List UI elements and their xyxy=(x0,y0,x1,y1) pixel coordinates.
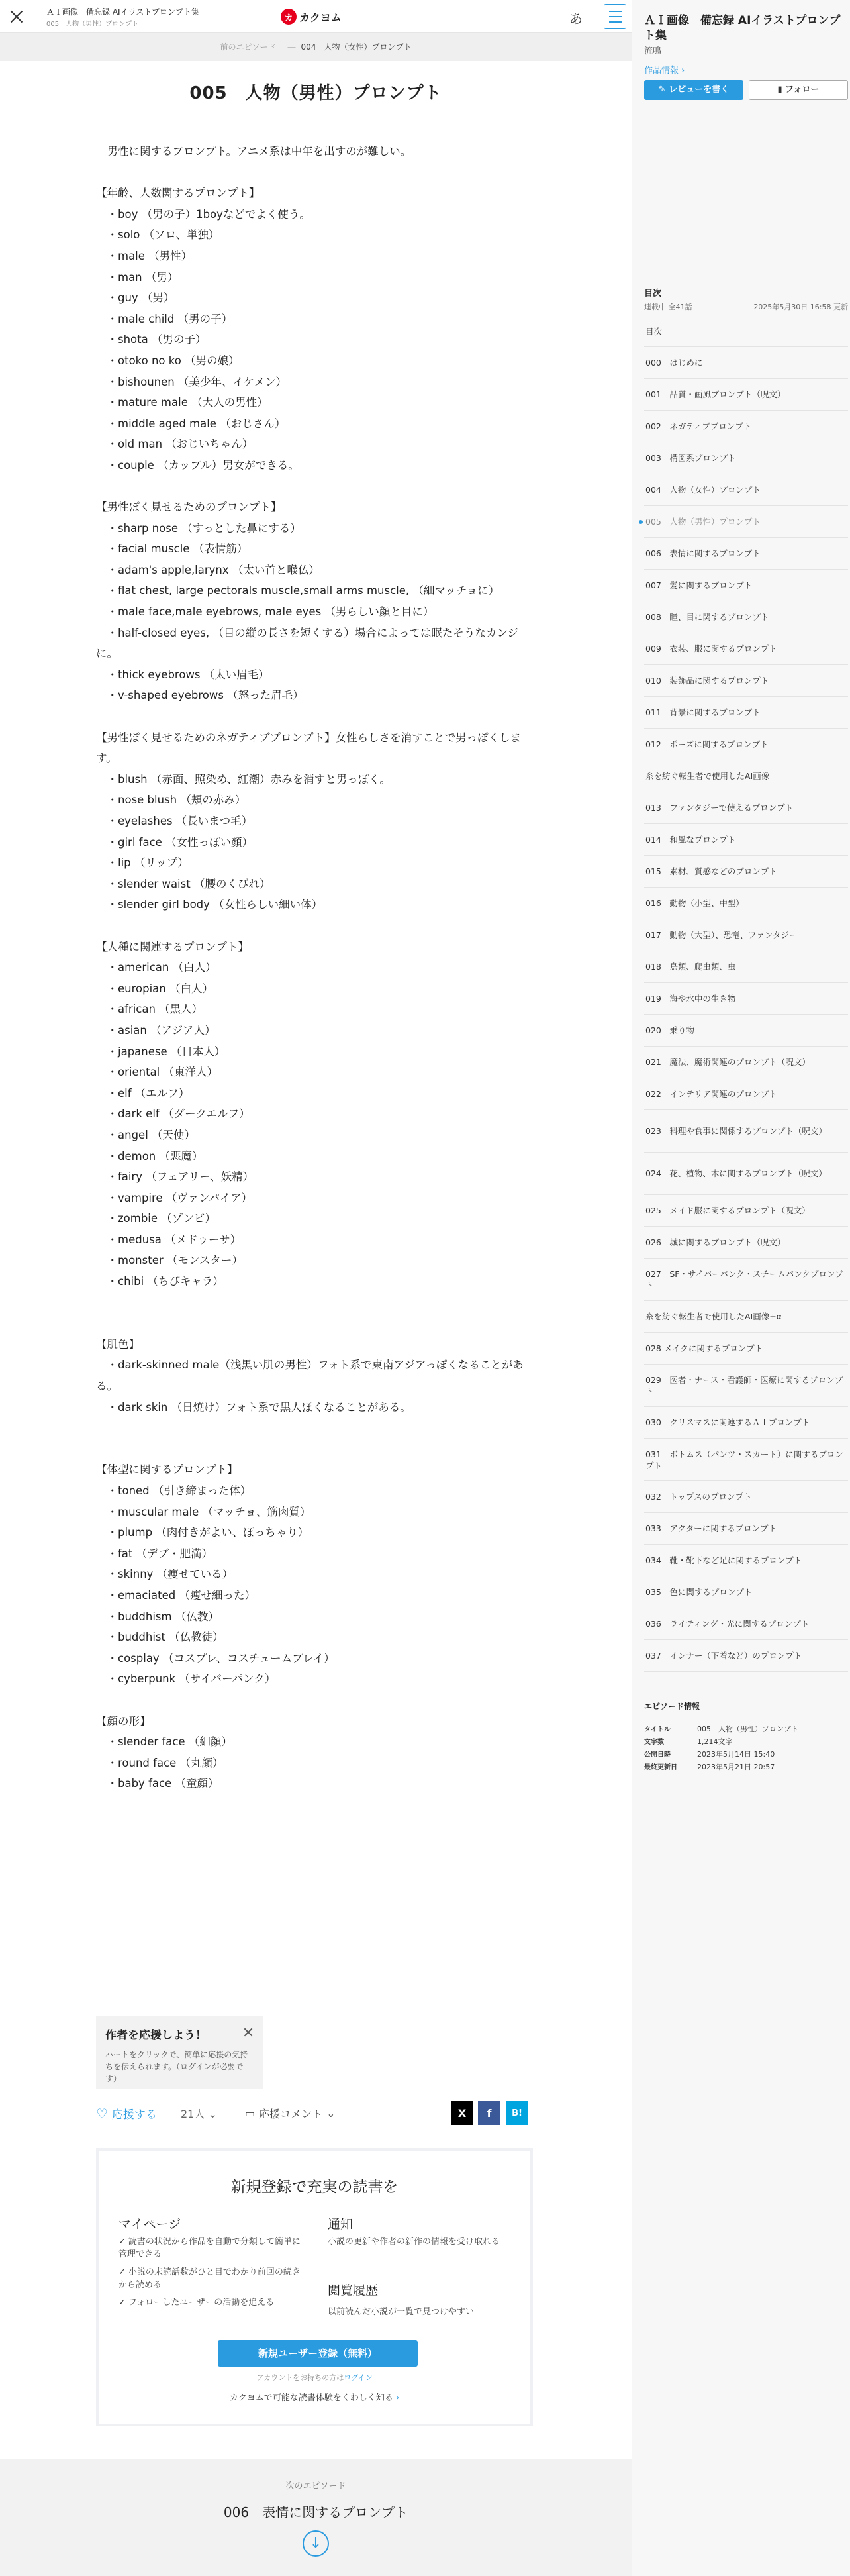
toc-item[interactable] xyxy=(644,1110,848,1153)
toc-item-label: 糸を紡ぐ転生者で使用したAI画像 xyxy=(645,771,770,781)
toc-item-label: 033 アクターに関するプロンプト xyxy=(645,1523,777,1533)
toc-item-label: 012 ポーズに関するプロンプト xyxy=(645,739,769,749)
body-line: ・male （男性） xyxy=(96,249,193,262)
episode-info-key: タイトル xyxy=(644,1726,671,1733)
episode-info-row xyxy=(644,1736,848,1749)
follow-button[interactable] xyxy=(749,80,848,100)
kakuyomu-logo[interactable] xyxy=(281,9,342,25)
toc-item-label: 032 トップスのプロンプト xyxy=(645,1492,752,1502)
toc-item[interactable] xyxy=(644,601,848,633)
body-line: ・bishounen （美少年、イケメン） xyxy=(96,375,287,388)
login-line xyxy=(99,2372,530,2383)
body-line: ・plump （肉付きがよい、ぽっちゃり） xyxy=(96,1526,309,1539)
body-line: 【顔の形】 xyxy=(96,1714,151,1727)
body-line: ・blush （赤面、照染め、紅潮）赤みを消すと男っぽく。 xyxy=(96,772,391,786)
body-line: ・african （黒人） xyxy=(96,1003,203,1016)
toc-item-label: 015 素材、質感などのプロンプト xyxy=(645,866,777,876)
toc-item-label: 031 ボトムス（パンツ・スカート）に関するプロンプト xyxy=(645,1449,843,1470)
cheer-description: ハートをクリックで、簡単に応援の気持ちを伝えられます。（ログインが必要です） xyxy=(105,2050,248,2083)
toc-item-label: 糸を紡ぐ転生者で使用したAI画像+α xyxy=(645,1312,782,1321)
toc-item[interactable] xyxy=(644,442,848,474)
close-icon[interactable] xyxy=(8,8,25,25)
toc-item[interactable] xyxy=(644,792,848,824)
history-desc: 以前読んだ小説が一覧で見つけやすい xyxy=(328,2307,475,2317)
toc-item[interactable] xyxy=(644,888,848,919)
share-hatena-button[interactable]: B! xyxy=(506,2101,528,2125)
header-episode-title: 005 人物（男性）プロンプト xyxy=(46,21,139,28)
toc-meta xyxy=(644,301,848,312)
toc-item[interactable] xyxy=(644,665,848,697)
toc-item[interactable] xyxy=(644,1015,848,1047)
body-line: ・girl face （女性っぽい顔） xyxy=(96,835,254,849)
episode-heading: 005 人物（男性）プロンプト xyxy=(189,83,442,103)
signup-panel xyxy=(96,2148,533,2426)
learn-more-text: カクヨムで可能な読書体験をくわしく知る xyxy=(229,2393,393,2403)
toc-item-label: 030 クリスマスに関連するＡＩプロンプト xyxy=(645,1417,810,1427)
toc-item[interactable] xyxy=(644,1640,848,1672)
body-line: ・solo （ソロ、単独） xyxy=(96,229,220,242)
toc-item-label: 034 靴・靴下など足に関するプロンプト xyxy=(645,1555,802,1565)
header-work-title[interactable]: ＡＩ画像 備忘録 AIイラストプロンプト集 xyxy=(46,7,199,17)
toc-item[interactable] xyxy=(644,1153,848,1195)
body-line: 【男性ぽく見せるためのプロンプト】 xyxy=(96,501,282,514)
toc-item-label: 017 動物（大型）、恐竜、ファンタジー xyxy=(645,930,798,940)
toc-item[interactable] xyxy=(644,474,848,506)
body-line: ・man （男） xyxy=(96,270,179,283)
body-line: ・facial muscle （表情筋） xyxy=(96,542,248,556)
body-line: ・europian （白人） xyxy=(96,982,213,995)
body-line: ・half-closed eyes, （目の縦の長さを短くする）場合によっては眠たそうなカンジに。 xyxy=(96,626,518,660)
body-line: ・zombie （ゾンビ） xyxy=(96,1212,216,1225)
cheer-count[interactable] xyxy=(181,2106,217,2121)
comment-icon: ▭ xyxy=(245,2107,256,2120)
write-review-label: レビューを書く xyxy=(669,85,730,95)
episode-info-heading: エピソード情報 xyxy=(644,1702,700,1711)
toc-item[interactable] xyxy=(644,1195,848,1227)
body-line: ・demon （悪魔） xyxy=(96,1149,203,1162)
prev-episode-label: 前のエピソード xyxy=(220,42,276,52)
toc-item-label: 011 背景に関するプロンプト xyxy=(645,707,761,717)
body-line: 【体型に関するプロンプト】 xyxy=(96,1463,238,1476)
toc-item[interactable] xyxy=(644,1439,848,1481)
toc-item[interactable] xyxy=(644,538,848,570)
cheer-popup xyxy=(96,2016,263,2089)
body-line: ・boy （男の子）1boyなどでよく使う。 xyxy=(96,207,310,221)
body-line: 【年齢、人数関するプロンプト】 xyxy=(96,187,260,200)
body-line: ・vampire （ヴァンパイア） xyxy=(96,1191,253,1204)
body-line xyxy=(96,915,533,937)
pencil-icon: ✎ xyxy=(658,85,666,95)
body-line xyxy=(96,1292,533,1314)
work-info-link-text: 作品情報 xyxy=(644,66,679,76)
signup-title: 新規登録で充実の読書を xyxy=(230,2179,399,2196)
toc-item-label: 007 髪に関するプロンプト xyxy=(645,580,753,590)
toc-item-label: 003 構図系プロンプト xyxy=(645,453,736,463)
body-line: ・baby face （童顔） xyxy=(96,1777,219,1790)
cheer-count-value: 21人 xyxy=(181,2108,205,2120)
toc-item-label: 029 医者・ナース・看護師・医療に関するプロンプト xyxy=(645,1374,843,1396)
toc-item-label: 000 はじめに xyxy=(645,358,703,368)
mypage-title: マイページ xyxy=(118,2217,181,2232)
cheer-button-label: 応援する xyxy=(111,2108,157,2122)
body-line: ・middle aged male （おじさん） xyxy=(96,417,286,430)
body-line: ・fat （デブ・肥満） xyxy=(96,1547,213,1560)
toc-list xyxy=(644,317,848,1672)
toc-item[interactable] xyxy=(644,317,848,347)
toc-status: 連載中 全41話 xyxy=(644,303,692,311)
notice-title: 通知 xyxy=(328,2217,354,2232)
body-line: ・eyelashes （長いまつ毛） xyxy=(96,815,253,827)
next-episode-label: 次のエピソード xyxy=(285,2481,346,2491)
check-icon: ✓ xyxy=(118,2298,126,2308)
toc-item-label: 002 ネガティブプロンプト xyxy=(645,421,752,431)
toc-item[interactable] xyxy=(644,1333,848,1365)
toc-item-label: 001 品質・画風プロンプト（呪文） xyxy=(645,389,786,399)
signup-button[interactable]: 新規ユーザー登録（無料） xyxy=(218,2340,418,2367)
toc-item-label: 004 人物（女性）プロンプト xyxy=(645,485,761,495)
body-line: ・chibi （ちびキャラ） xyxy=(96,1275,224,1288)
body-line xyxy=(96,162,533,183)
learn-more-link[interactable] xyxy=(99,2391,530,2403)
toc-item[interactable] xyxy=(644,1608,848,1640)
body-line: ・flat chest, large pectorals muscle,small arms muscle, （細マッチョに） xyxy=(96,584,500,597)
episode-body xyxy=(96,141,533,1794)
body-line: ・skinny （痩せている） xyxy=(96,1568,234,1581)
toc-item-label: 018 鳥類、爬虫類、虫 xyxy=(645,962,736,972)
episode-info-key: 文字数 xyxy=(644,1739,664,1746)
body-line: 【肌色】 xyxy=(96,1337,140,1351)
heart-icon: ♡ xyxy=(96,2105,108,2122)
check-icon: ✓ xyxy=(118,2267,126,2277)
work-info-link[interactable] xyxy=(644,63,685,76)
episode-info-value: 2023年5月21日 20:57 xyxy=(697,1763,775,1771)
toc-item-label: 019 海や水中の生き物 xyxy=(645,994,736,1004)
chevron-right-icon: › xyxy=(395,2393,400,2403)
font-settings-button[interactable]: あ xyxy=(569,11,583,26)
body-line xyxy=(96,1313,533,1334)
toc-item-label: 036 ライティング・光に関するプロンプト xyxy=(645,1619,810,1629)
bookmark-icon: ▮ xyxy=(777,85,782,95)
body-line xyxy=(96,1439,533,1460)
sidebar-author[interactable]: 流鳴 xyxy=(644,46,662,56)
body-line: ・slender waist （腰のくびれ） xyxy=(96,877,271,890)
episode-info-key: 最終更新日 xyxy=(644,1764,677,1771)
toc-item[interactable] xyxy=(644,1513,848,1545)
sidebar-work-title[interactable]: ＡＩ画像 備忘録 AIイラストプロンプト集 xyxy=(644,14,841,42)
mypage-item xyxy=(118,2236,307,2261)
toc-item[interactable] xyxy=(644,760,848,792)
mypage-item-text: フォローしたユーザーの活動を追える xyxy=(128,2298,275,2308)
mypage-item-text: 読書の状況から作品を自動で分類して簡単に管理できる xyxy=(118,2237,301,2259)
body-line: ・dark elf （ダークエルフ） xyxy=(96,1108,250,1121)
body-line: 【男性ぽく見せるためのネガティブプロンプト】女性らしさを消すことで男っぽくします。 xyxy=(96,731,522,765)
body-line xyxy=(96,1417,533,1439)
toc-item-label: 014 和風なプロンプト xyxy=(645,835,736,845)
toc-item[interactable] xyxy=(644,1365,848,1407)
body-line: ・guy （男） xyxy=(96,291,175,305)
toc-item[interactable] xyxy=(644,1407,848,1439)
login-text: アカウントをお持ちの方は xyxy=(256,2373,344,2382)
body-line: ・japanese （日本人） xyxy=(96,1045,226,1058)
toc-updated: 2025年5月30日 16:58 更新 xyxy=(753,303,848,311)
separator: ― xyxy=(287,42,296,52)
body-line: ・cyberpunk （サイバーパンク） xyxy=(96,1673,276,1686)
history-title: 閲覧履歴 xyxy=(328,2283,379,2298)
prev-episode-nav[interactable] xyxy=(0,33,632,61)
toc-item-label: 009 衣装、服に関するプロンプト xyxy=(645,644,777,654)
body-line: ・lip （リップ） xyxy=(96,856,189,870)
arrow-down-icon[interactable]: ↓ xyxy=(303,2530,329,2557)
toc-item-label: 目次 xyxy=(645,327,663,336)
toc-item[interactable] xyxy=(644,1301,848,1333)
body-line: ・thick eyebrows （太い眉毛） xyxy=(96,668,269,681)
share-facebook-button[interactable]: f xyxy=(478,2101,500,2125)
toc-item[interactable] xyxy=(644,951,848,983)
toc-item[interactable] xyxy=(644,729,848,760)
body-line: ・cosplay （コスプレ、コスチュームプレイ） xyxy=(96,1651,335,1665)
comment-button[interactable] xyxy=(245,2106,336,2121)
episode-info-row xyxy=(644,1761,848,1774)
toc-item[interactable] xyxy=(644,697,848,729)
toc-item[interactable] xyxy=(644,506,848,538)
body-line: ・dark skin （日焼け）フォト系で黒人ぽくなることがある。 xyxy=(96,1400,411,1414)
body-line: ・male face,male eyebrows, male eyes （男らしい顔と目に） xyxy=(96,605,434,619)
toc-item[interactable] xyxy=(644,983,848,1015)
mypage-item xyxy=(118,2266,307,2291)
toc-item[interactable] xyxy=(644,919,848,951)
body-line xyxy=(96,476,533,497)
logo-mark: カ xyxy=(281,9,297,25)
toc-icon[interactable] xyxy=(604,4,626,29)
body-line: ・emaciated （痩せ細った） xyxy=(96,1588,256,1602)
body-line xyxy=(96,1690,533,1711)
toc-item[interactable] xyxy=(644,1576,848,1608)
body-line: ・round face （丸顔） xyxy=(96,1756,224,1769)
toc-item[interactable] xyxy=(644,411,848,442)
close-icon[interactable] xyxy=(243,2027,254,2037)
body-line: ・dark-skinned male（浅黒い肌の男性）フォト系で東南アジアっぽくなることがある。 xyxy=(96,1359,524,1393)
body-line: ・old man （おじいちゃん） xyxy=(96,438,254,451)
body-line: ・otoko no ko （男の娘） xyxy=(96,354,240,367)
body-line: ・buddhist （仏教徒） xyxy=(96,1631,224,1644)
prev-episode-title[interactable]: 004 人物（女性）プロンプト xyxy=(301,42,412,52)
toc-item[interactable] xyxy=(644,856,848,888)
toc-item-label: 037 インナー（下着など）のプロンプト xyxy=(645,1651,802,1661)
body-line: 男性に関するプロンプト。アニメ系は中年を出すのが難しい。 xyxy=(96,145,412,158)
share-x-button[interactable]: X xyxy=(451,2101,473,2125)
episode-info-value: 005 人物（男性）プロンプト xyxy=(697,1725,798,1733)
toc-item[interactable] xyxy=(644,1481,848,1513)
chevron-down-icon: ⌄ xyxy=(208,2108,217,2120)
toc-item-label: 024 花、植物、木に関するプロンプト（呪文） xyxy=(645,1168,827,1178)
body-line: ・monster （モンスター） xyxy=(96,1254,243,1267)
body-line xyxy=(96,706,533,727)
mypage-item-text: 小説の未読話数がひと目でわかり前回の続きから読める xyxy=(118,2267,301,2290)
toc-item-label: 027 SF・サイバーパンク・スチームパンクプロンプト xyxy=(645,1268,843,1290)
body-line: ・muscular male （マッチョ、筋肉質） xyxy=(96,1505,311,1518)
toc-item-label: 026 城に関するプロンプト（呪文） xyxy=(645,1237,786,1247)
toc-item-label: 013 ファンタジーで使えるプロンプト xyxy=(645,803,794,813)
toc-item[interactable] xyxy=(644,1545,848,1576)
check-icon: ✓ xyxy=(118,2237,126,2247)
body-line: ・toned （引き締まった体） xyxy=(96,1484,252,1497)
body-line: ・medusa （メドゥーサ） xyxy=(96,1233,242,1246)
episode-info-row xyxy=(644,1724,848,1736)
toc-item-label: 005 人物（男性）プロンプト xyxy=(645,517,761,527)
toc-item-label: 021 魔法、魔術関連のプロンプト（呪文） xyxy=(645,1057,810,1067)
toc-item-label: 016 動物（小型、中型） xyxy=(645,898,744,908)
toc-item[interactable] xyxy=(644,1227,848,1259)
body-line: ・slender face （細顔） xyxy=(96,1735,232,1749)
toc-item[interactable] xyxy=(644,824,848,856)
toc-item-label: 022 インテリア関連のプロンプト xyxy=(645,1089,777,1099)
episode-info-value: 2023年5月14日 15:40 xyxy=(697,1750,775,1759)
toc-item[interactable] xyxy=(644,1078,848,1110)
body-line: ・sharp nose （すっとした鼻にする） xyxy=(96,521,301,535)
episode-info-row xyxy=(644,1749,848,1761)
logo-text: カクヨム xyxy=(299,11,342,24)
cheer-title: 作者を応援しよう！ xyxy=(105,2029,207,2042)
toc-heading: 目次 xyxy=(644,289,662,299)
body-line: ・elf （エルフ） xyxy=(96,1086,190,1100)
episode-info-value: 1,214文字 xyxy=(697,1737,733,1746)
toc-item[interactable] xyxy=(644,1259,848,1301)
toc-item-label: 028 メイクに関するプロンプト xyxy=(645,1343,763,1353)
toc-item[interactable] xyxy=(644,570,848,601)
body-line: ・fairy （フェアリー、妖精） xyxy=(96,1170,254,1184)
action-row xyxy=(96,2101,533,2128)
write-review-button[interactable] xyxy=(644,80,743,100)
follow-label: フォロー xyxy=(785,85,820,95)
current-marker-icon xyxy=(639,520,643,524)
body-line: ・mature male （大人の男性） xyxy=(96,396,268,409)
body-line: ・male child （男の子） xyxy=(96,312,233,325)
toc-item-label: 020 乗り物 xyxy=(645,1025,694,1035)
body-line: ・slender girl body （女性らしい細い体） xyxy=(96,898,323,911)
toc-item-label: 008 瞳、目に関するプロンプト xyxy=(645,612,769,622)
body-line: ・asian （アジア人） xyxy=(96,1023,216,1037)
chevron-right-icon: › xyxy=(681,66,685,76)
toc-item-label: 010 装飾品に関するプロンプト xyxy=(645,676,769,686)
cheer-button[interactable] xyxy=(96,2105,157,2122)
toc-item-label: 006 表情に関するプロンプト xyxy=(645,548,761,558)
body-line: ・oriental （東洋人） xyxy=(96,1066,218,1079)
login-link[interactable]: ログイン xyxy=(344,2373,373,2382)
toc-item[interactable] xyxy=(644,347,848,379)
toc-item[interactable] xyxy=(644,379,848,411)
mypage-item xyxy=(118,2296,307,2309)
body-line: ・v-shaped eyebrows （怒った眉毛） xyxy=(96,689,304,702)
body-line: 【人種に関連するプロンプト】 xyxy=(96,940,249,953)
episode-info-key: 公開日時 xyxy=(644,1751,671,1759)
comment-button-label: 応援コメント xyxy=(259,2108,323,2120)
body-line: ・adam's apple,larynx （太い首と喉仏） xyxy=(96,563,320,576)
next-episode-area xyxy=(0,2459,632,2576)
toc-item[interactable] xyxy=(644,633,848,665)
body-line: ・couple （カップル）男女ができる。 xyxy=(96,458,299,472)
body-line: ・angel （天使） xyxy=(96,1128,196,1141)
next-episode-title[interactable]: 006 表情に関するプロンプト xyxy=(223,2504,408,2520)
sidebar xyxy=(632,0,850,2576)
notice-desc: 小説の更新や作者の新作の情報を受け取れる xyxy=(328,2237,500,2247)
toc-item-label: 035 色に関するプロンプト xyxy=(645,1587,753,1597)
episode-info xyxy=(644,1724,848,1774)
body-line: ・shota （男の子） xyxy=(96,333,207,346)
body-line: ・american （白人） xyxy=(96,961,216,974)
chevron-down-icon: ⌄ xyxy=(326,2107,336,2120)
body-line: ・buddhism （仏教） xyxy=(96,1610,219,1623)
body-line: ・nose blush （頬の赤み） xyxy=(96,794,246,807)
toc-item-label: 025 メイド服に関するプロンプト（呪文） xyxy=(645,1206,810,1215)
toc-item[interactable] xyxy=(644,1047,848,1078)
toc-item-label: 023 料理や食事に関係するプロンプト（呪文） xyxy=(645,1126,827,1136)
